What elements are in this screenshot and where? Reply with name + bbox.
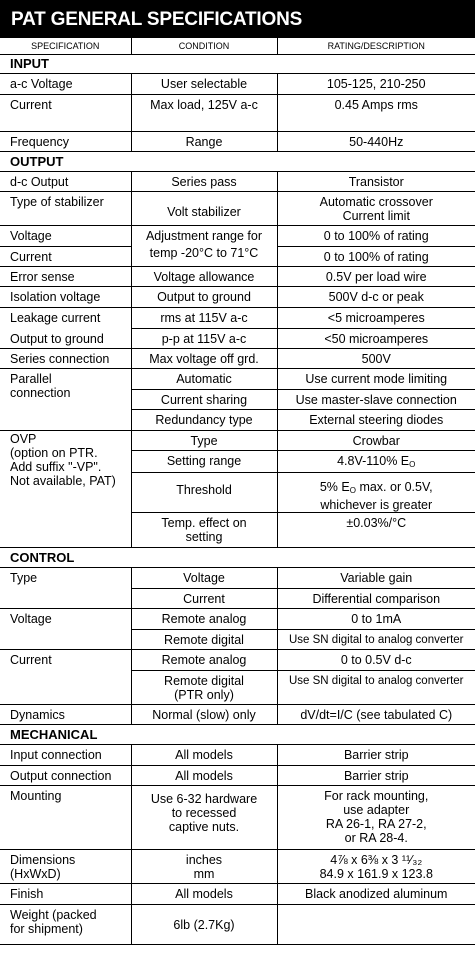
table-row: Frequency Range 50-440Hz [0, 132, 475, 152]
table-row: Current 0 to 100% of rating [0, 247, 475, 267]
table-row: Dynamics Normal (slow) only dV/dt=I/C (see tabulated C) [0, 705, 475, 725]
table-row: Current Differential comparison [0, 589, 475, 609]
table-row: OVP (option on PTR. Add suffix "-VP". Not available, PAT) Type Crowbar [0, 431, 475, 451]
table-row: Current sharing Use master-slave connection [0, 390, 475, 410]
table-row: Isolation voltage Output to ground 500V d-c or peak [0, 287, 475, 308]
table-row: Mounting Use 6-32 hardware to recessed captive nuts. For rack mounting, use adapter RA 26-1, RA 27-2, or RA 28-4. [0, 786, 475, 850]
section-control: CONTROL [0, 548, 475, 568]
table-row: Current Remote analog 0 to 0.5V d-c [0, 650, 475, 671]
table-row: Remote digital (PTR only) Use SN digital to analog converter [0, 671, 475, 705]
table-row: Threshold 5% $E_O$ max. or 0.5V, whichever is greater [0, 473, 475, 513]
header-rating: RATING/DESCRIPTION [277, 38, 475, 55]
table-row: Error sense Voltage allowance 0.5V per load wire [0, 267, 475, 287]
table-row: Remote digital Use SN digital to analog converter [0, 630, 475, 650]
table-row: Leakage current rms at 115V a-c <5 microamperes [0, 308, 475, 329]
table-row: Temp. effect on setting ±0.03%/°C [0, 513, 475, 548]
table-row: Parallel connection Automatic Use current mode limiting [0, 369, 475, 390]
table-row: a-c Voltage User selectable 105-125, 210-250 [0, 74, 475, 95]
table-row: Dimensions (HxWxD) inches mm 4⅞ x 6⅜ x 3 ¹¹⁄₃₂ 84.9 x 161.9 x 123.8 [0, 850, 475, 884]
spec-table [0, 38, 475, 945]
table-row: Setting range 4.8V-110% $E_O$ [0, 451, 475, 473]
table-row: Voltage Remote analog 0 to 1mA [0, 609, 475, 630]
table-row: Series connection Max voltage off grd. 500V [0, 349, 475, 369]
table-row: Input connection All models Barrier strip [0, 745, 475, 766]
table-row: Type of stabilizer Volt stabilizer Automatic crossover Current limit [0, 192, 475, 226]
table-row: Weight (packed for shipment) 6lb (2.7Kg) [0, 905, 475, 945]
table-row: Output to ground p-p at 115V a-c <50 microamperes [0, 329, 475, 349]
table-row: Finish All models Black anodized aluminum [0, 884, 475, 905]
table-row: d-c Output Series pass Transistor [0, 172, 475, 192]
section-mechanical: MECHANICAL [0, 725, 475, 745]
table-row: Redundancy type External steering diodes [0, 410, 475, 431]
header-condition: CONDITION [131, 38, 277, 55]
table-row: Voltage Adjustment range for temp -20°C to 71°C 0 to 100% of rating [0, 226, 475, 247]
header-spec: SPECIFICATION [0, 38, 131, 55]
section-output: OUTPUT [0, 152, 475, 172]
table-row: Type Voltage Variable gain [0, 568, 475, 589]
table-header [0, 38, 475, 55]
section-input: INPUT [0, 55, 475, 74]
page-title: PAT GENERAL SPECIFICATIONS [0, 0, 475, 38]
table-row: Output connection All models Barrier strip [0, 766, 475, 786]
table-row: Current Max load, 125V a-c 0.45 Amps rms [0, 95, 475, 132]
